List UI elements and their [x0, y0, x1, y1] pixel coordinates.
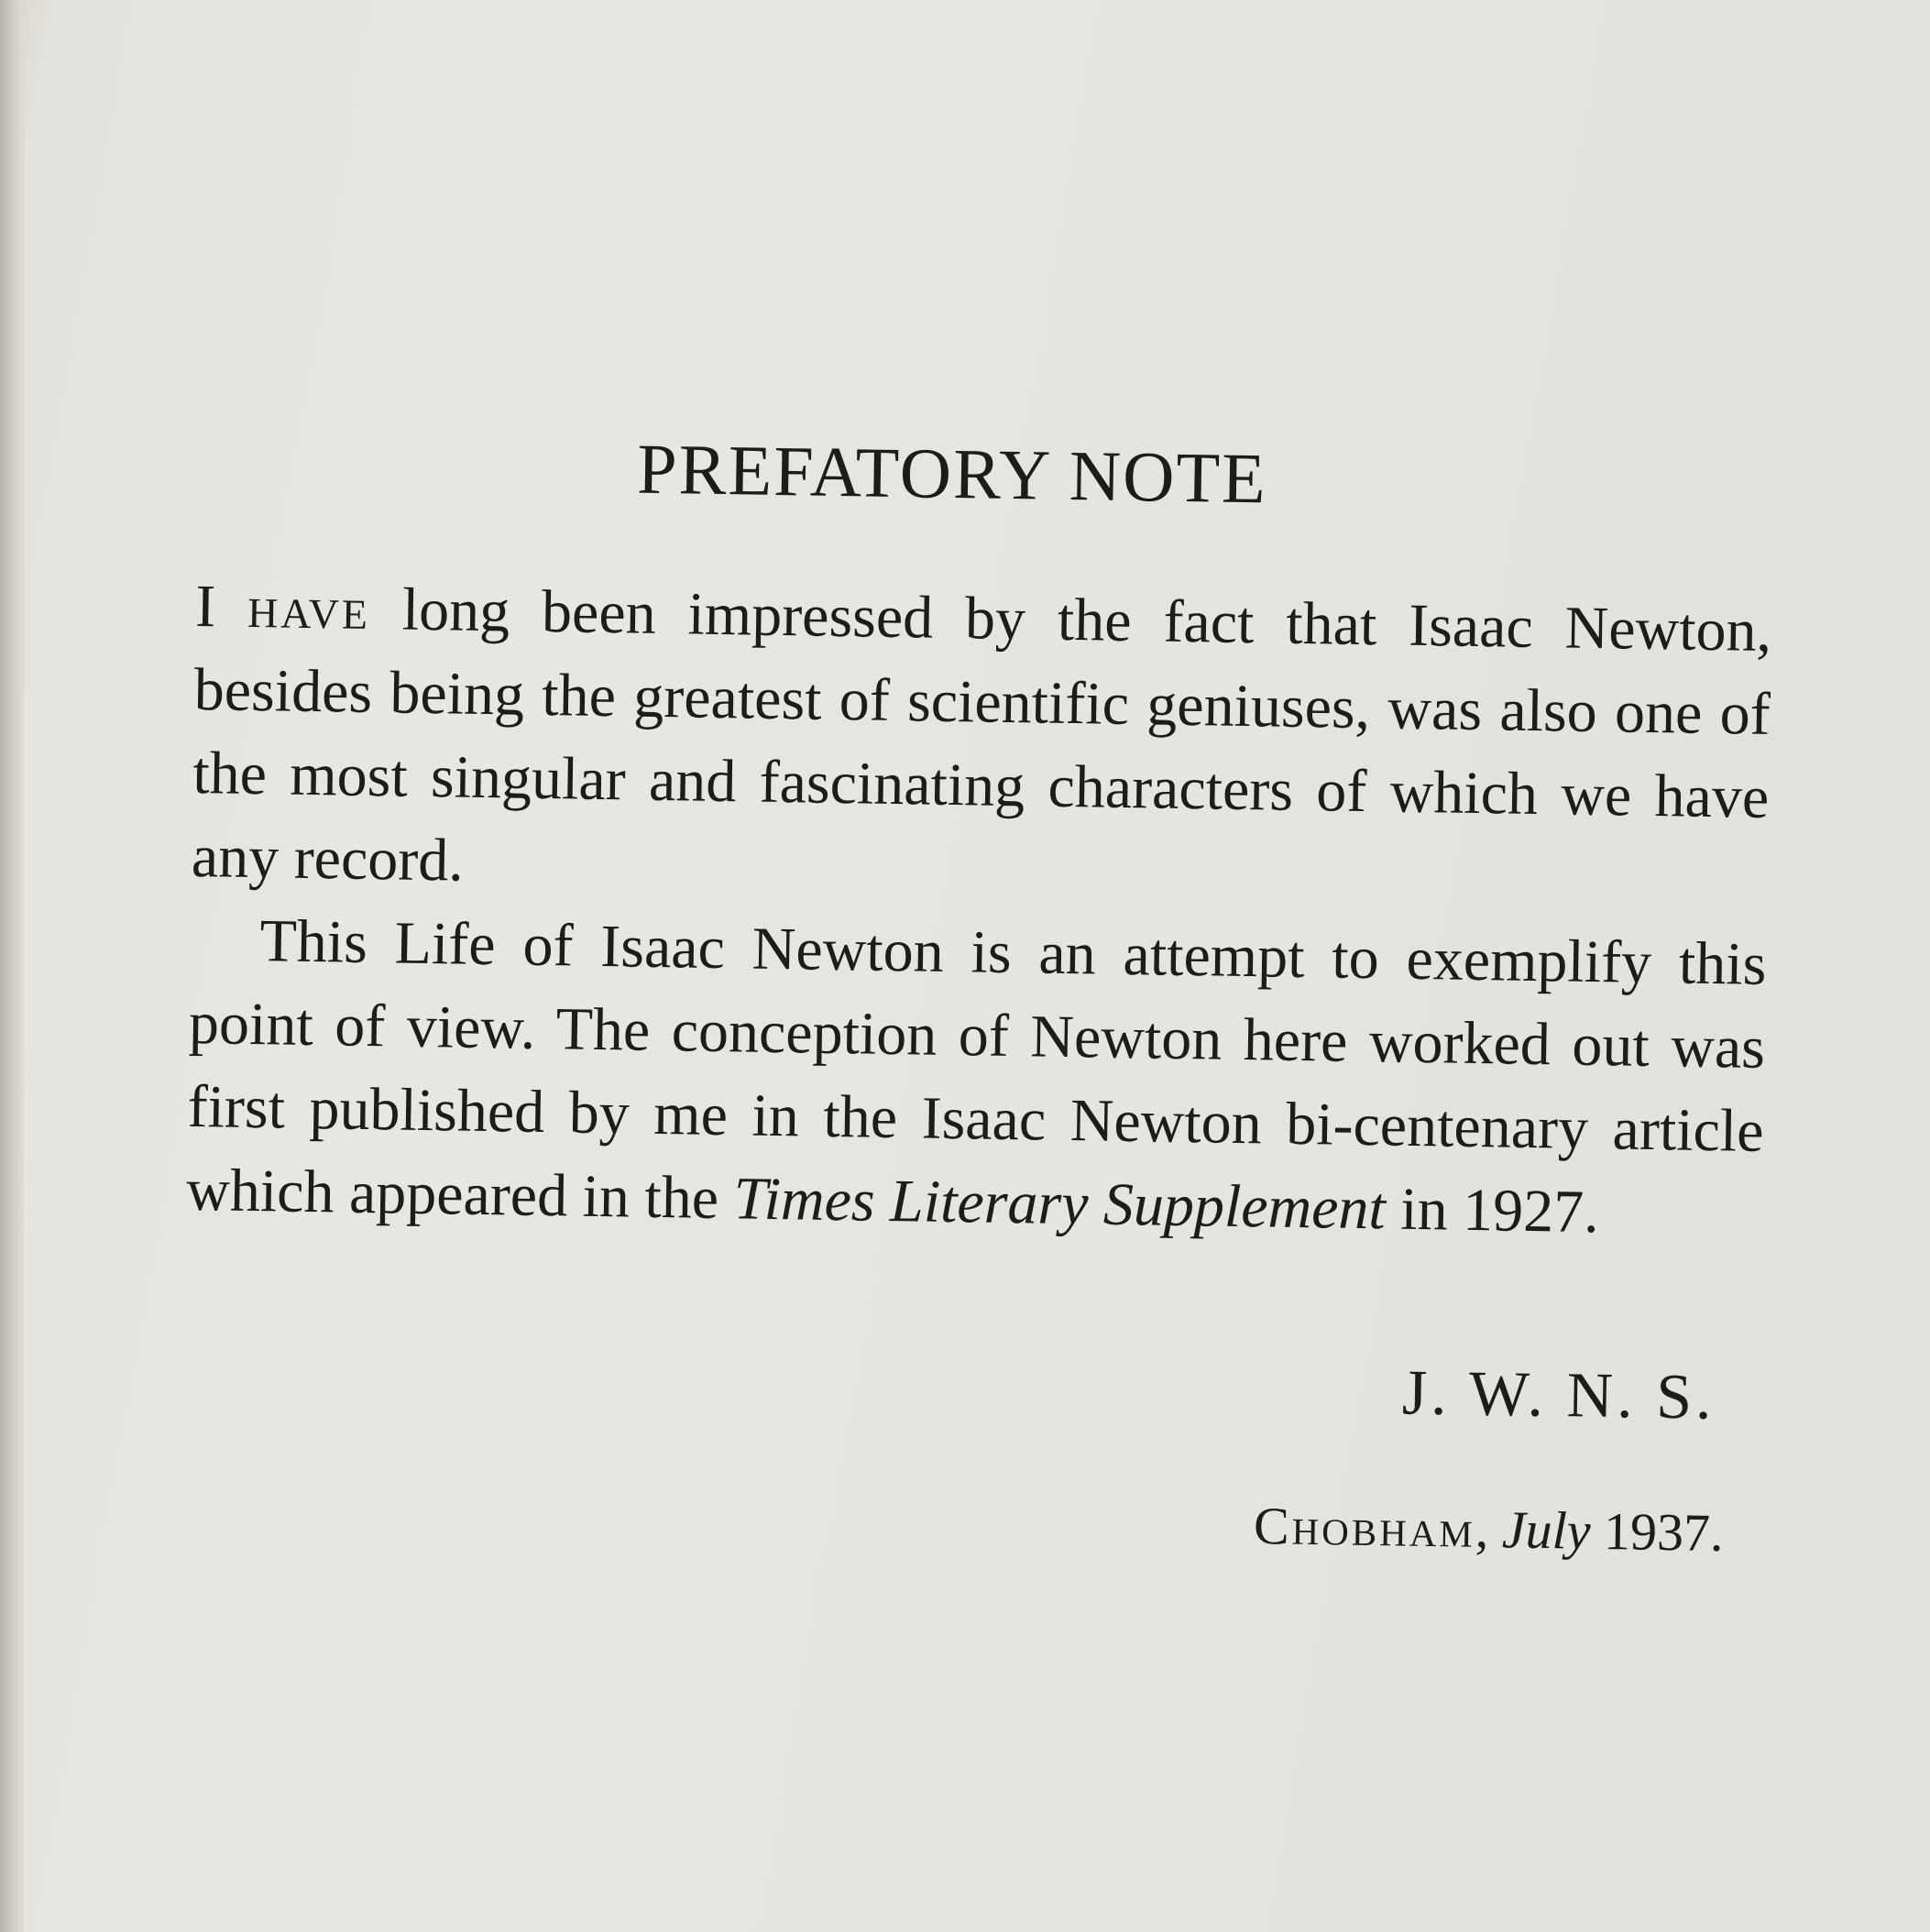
- paragraph-2-text: This Life of Isaac Newton is an attempt to exemplify this point of view. The conception of Newton here worked out was first published by me in the Isaac Newton bi-centenary article which appeared in the: [185, 907, 1767, 1233]
- paragraph-2-italic-title: Times Literary Supplement: [733, 1165, 1387, 1243]
- paragraph-1: [191, 565, 1772, 923]
- date-month: July: [1501, 1499, 1592, 1561]
- paragraph-1-lead: I: [194, 572, 248, 641]
- place-and-date: [1253, 1495, 1725, 1564]
- body-text: [186, 565, 1772, 1257]
- author-initials: J. W. N. S.: [1401, 1357, 1716, 1433]
- book-gutter: [0, 0, 24, 1932]
- paragraph-1-text: long been impressed by the fact that Isaac Newton, besides being the greatest of scientific geniuses, was also one of the most singular and fascinating characters of which we have any record.: [191, 575, 1772, 895]
- place-name: Chobham: [1253, 1495, 1476, 1559]
- paragraph-2: [186, 898, 1768, 1257]
- paragraph-2-tail: in 1927.: [1385, 1175, 1600, 1246]
- paragraph-1-lead-smallcaps: have: [247, 573, 371, 642]
- date-year: 1937.: [1590, 1500, 1725, 1564]
- page-title: PREFATORY NOTE: [636, 428, 1268, 519]
- place-separator: ,: [1475, 1498, 1503, 1560]
